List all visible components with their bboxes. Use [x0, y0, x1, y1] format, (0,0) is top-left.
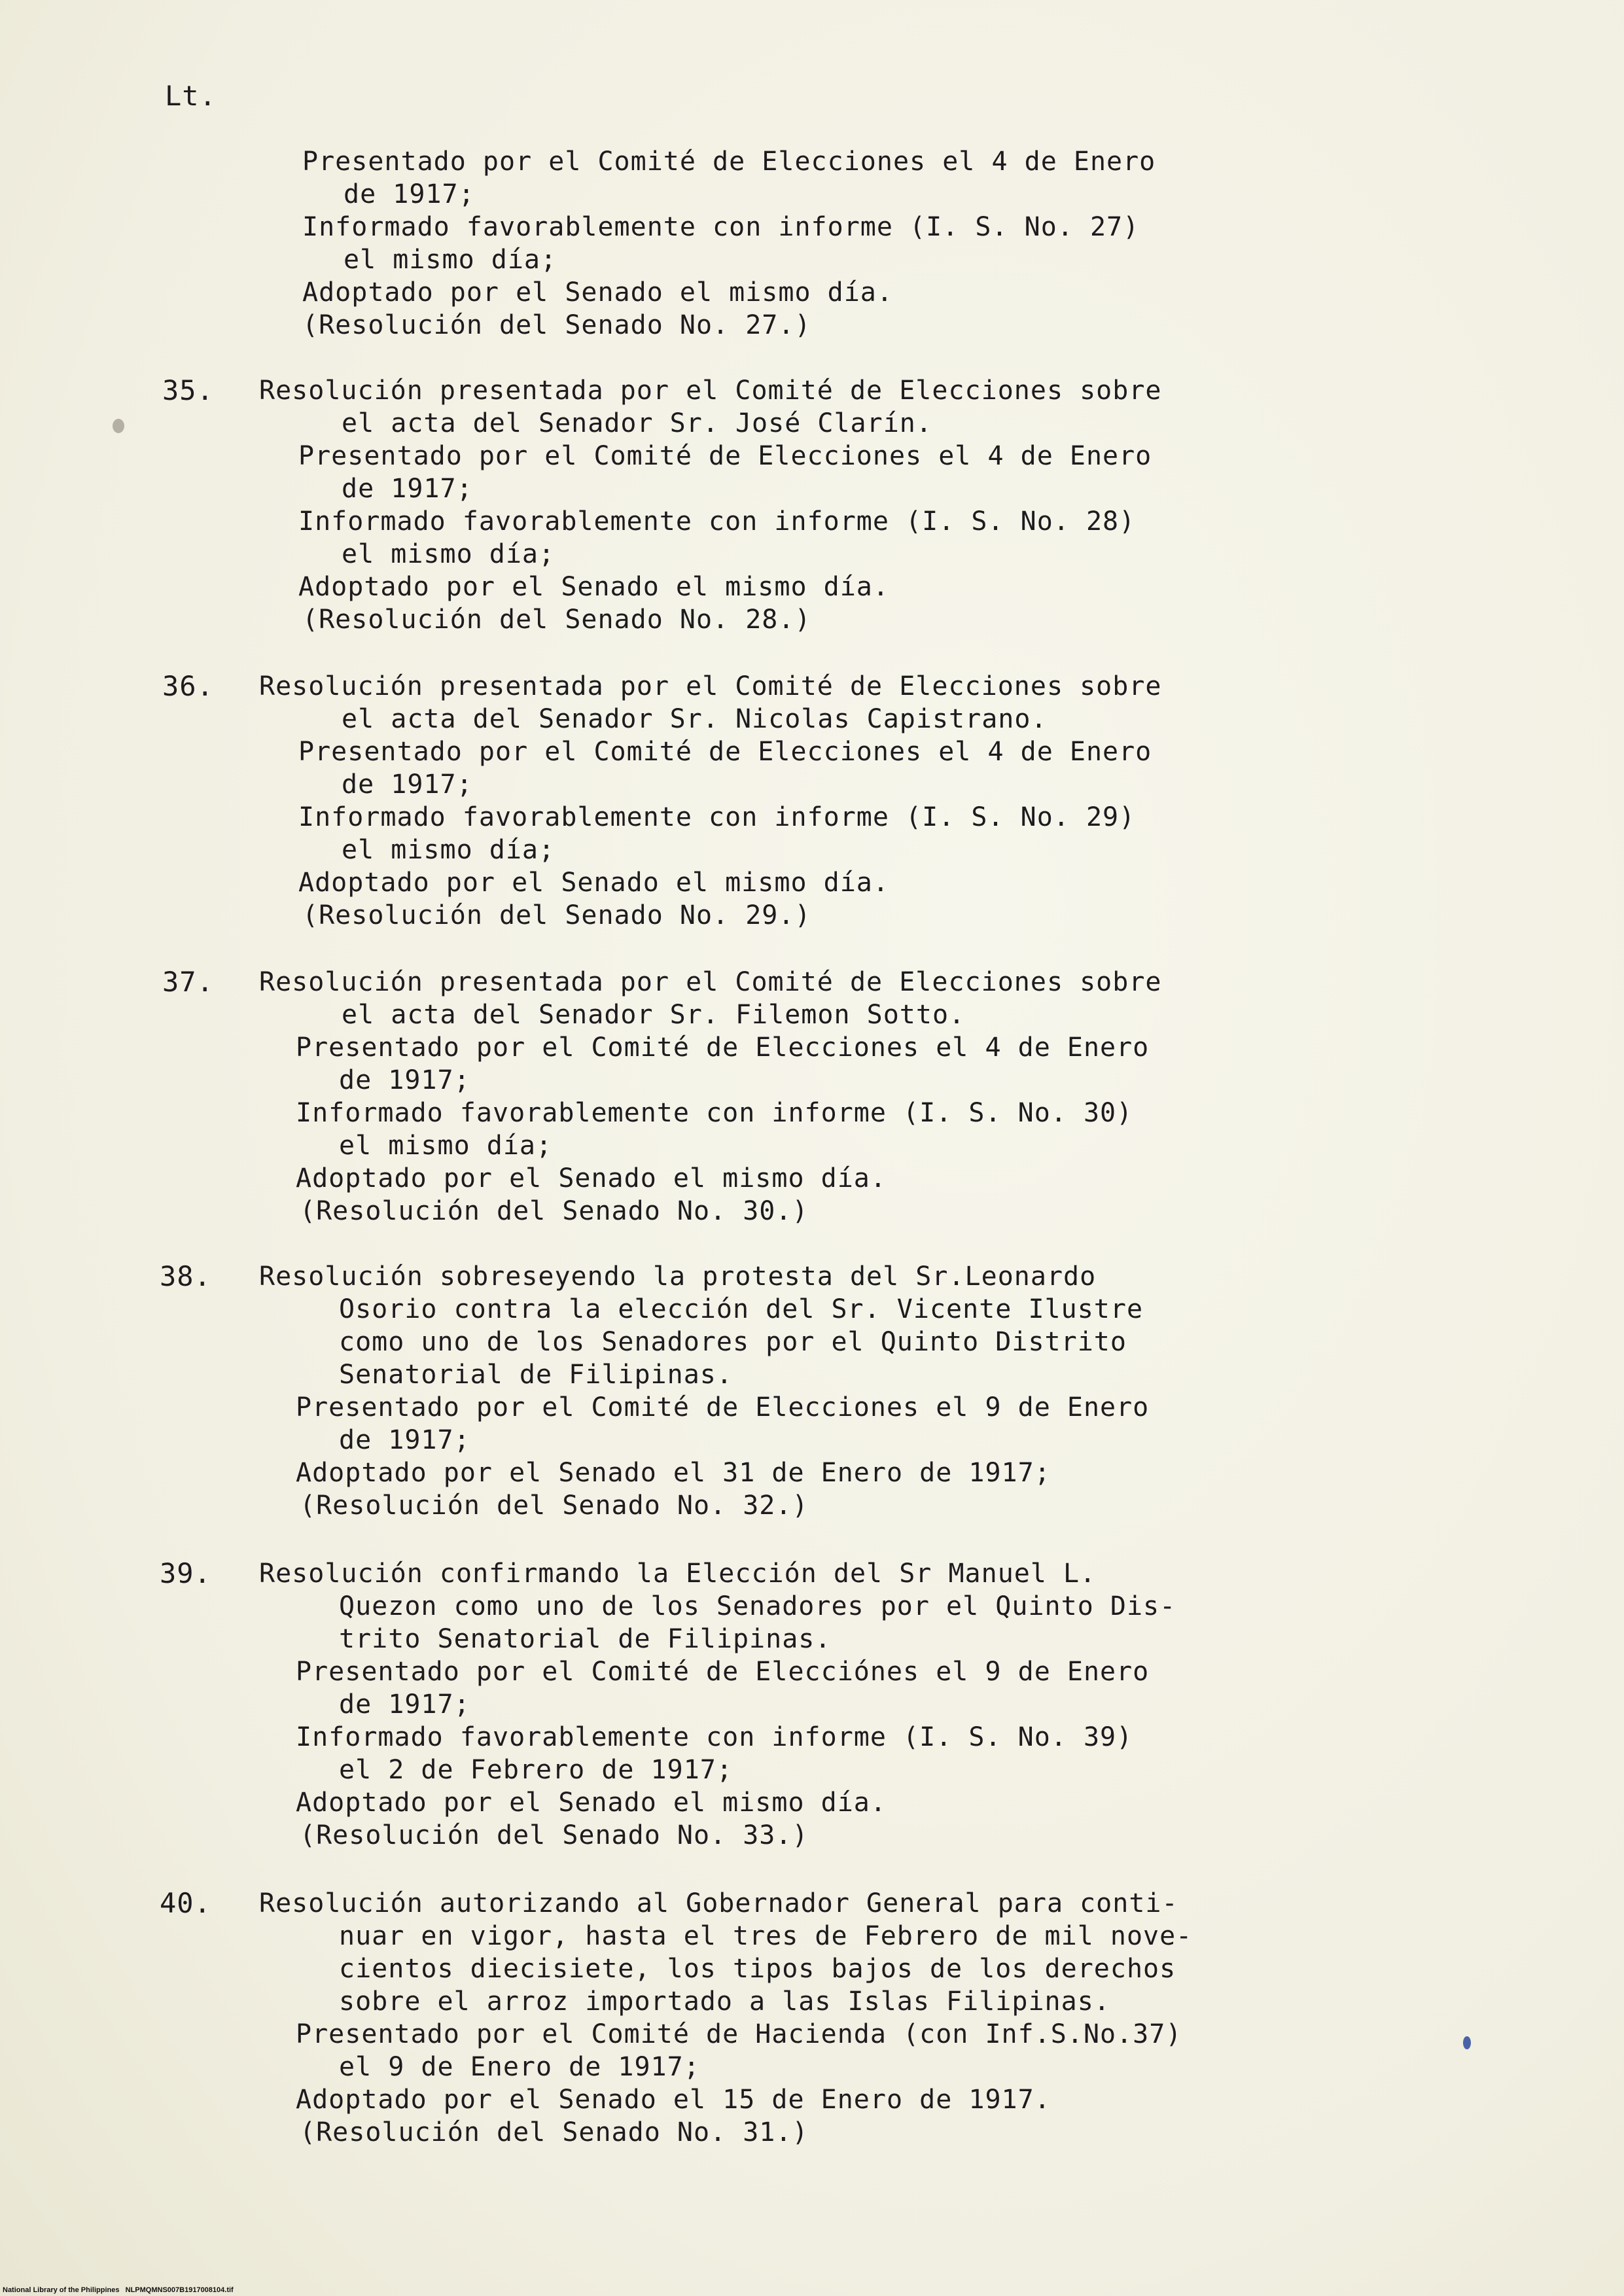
ink-spot	[113, 419, 124, 433]
intro-line: (Resolución del Senado No. 27.)	[302, 310, 811, 340]
entry-line: (Resolución del Senado No. 28.)	[302, 605, 811, 635]
entry-line: el acta del Senador Sr. Nicolas Capistrano.	[342, 704, 1048, 734]
archive-footer: National Library of the Philippines NLPMQMNS007B1917008104.tif	[3, 2286, 234, 2294]
entry-line: trito Senatorial de Filipinas.	[339, 1624, 832, 1654]
entry-line: Senatorial de Filipinas.	[339, 1360, 733, 1390]
entry-line: (Resolución del Senado No. 33.)	[300, 1820, 809, 1850]
entry-line: Informado favorablemente con informe (I. S. No. 39)	[296, 1722, 1133, 1752]
entry-line: Adoptado por el Senado el mismo día.	[298, 572, 889, 602]
header-code: Lt.	[165, 80, 217, 112]
entry-line: Adoptado por el Senado el mismo día.	[296, 1788, 887, 1818]
entry-line: el acta del Senador Sr. Filemon Sotto.	[342, 1000, 966, 1030]
entry-number: 36.	[162, 670, 214, 702]
entry-line: Resolución presentada por el Comité de Elecciones sobre	[259, 671, 1162, 701]
entry-line: Informado favorablemente con informe (I. S. No. 29)	[298, 802, 1136, 832]
entry-line: (Resolución del Senado No. 32.)	[300, 1491, 809, 1521]
entry-number: 40.	[160, 1887, 211, 1919]
entry-line: (Resolución del Senado No. 29.)	[302, 900, 811, 930]
entry-line: de 1917;	[339, 1065, 470, 1095]
entry-line: el 9 de Enero de 1917;	[339, 2052, 700, 2082]
entry-line: Adoptado por el Senado el 15 de Enero de 1917.	[296, 2085, 1051, 2115]
entry-line: Resolución presentada por el Comité de Elecciones sobre	[259, 967, 1162, 997]
entry-number: 37.	[162, 966, 214, 998]
entry-line: Informado favorablemente con informe (I. S. No. 30)	[296, 1098, 1133, 1128]
entry-line: Resolución presentada por el Comité de Elecciones sobre	[259, 376, 1162, 406]
entry-line: el mismo día;	[342, 539, 556, 569]
entry-line: Adoptado por el Senado el 31 de Enero de 1917;	[296, 1458, 1051, 1488]
entry-line: (Resolución del Senado No. 30.)	[300, 1196, 809, 1226]
intro-line: el mismo día;	[344, 245, 557, 275]
entry-line: de 1917;	[342, 474, 473, 504]
entry-line: Presentado por el Comité de Elecciones el 9 de Enero	[296, 1392, 1150, 1422]
entry-line: Presentado por el Comité de Elecciónes el 9 de Enero	[296, 1657, 1150, 1687]
intro-line: Presentado por el Comité de Elecciones el 4 de Enero	[302, 147, 1156, 177]
entry-line: el mismo día;	[342, 835, 556, 865]
entry-line: de 1917;	[339, 1689, 470, 1720]
entry-line: el 2 de Febrero de 1917;	[339, 1755, 733, 1785]
entry-line: Presentado por el Comité de Hacienda (con Inf.S.No.37)	[296, 2019, 1182, 2049]
entry-line: Adoptado por el Senado el mismo día.	[298, 868, 889, 898]
entry-line: Quezon como uno de los Senadores por el Quinto Dis-	[339, 1591, 1176, 1621]
entry-line: sobre el arroz importado a las Islas Filipinas.	[339, 1987, 1110, 2017]
entry-line: Osorio contra la elección del Sr. Vicente Ilustre	[339, 1294, 1144, 1324]
entry-line: nuar en vigor, hasta el tres de Febrero de mil nove-	[339, 1921, 1193, 1951]
entry-line: Presentado por el Comité de Elecciones el 4 de Enero	[298, 441, 1152, 471]
entry-line: el mismo día;	[339, 1131, 553, 1161]
entry-line: Resolución confirmando la Elección del Sr Manuel L.	[259, 1559, 1097, 1589]
intro-line: de 1917;	[344, 179, 475, 209]
entry-line: de 1917;	[342, 769, 473, 800]
intro-line: Informado favorablemente con informe (I. S. No. 27)	[302, 212, 1140, 242]
entry-line: (Resolución del Senado No. 31.)	[300, 2117, 809, 2147]
entry-line: como uno de los Senadores por el Quinto Distrito	[339, 1327, 1127, 1357]
entry-line: de 1917;	[339, 1425, 470, 1455]
entry-line: cientos diecisiete, los tipos bajos de los derechos	[339, 1954, 1176, 1984]
intro-line: Adoptado por el Senado el mismo día.	[302, 277, 893, 308]
ink-spot	[1463, 2036, 1471, 2049]
entry-number: 35.	[162, 374, 214, 406]
entry-line: Presentado por el Comité de Elecciones el 4 de Enero	[296, 1033, 1150, 1063]
entry-line: Informado favorablemente con informe (I. S. No. 28)	[298, 506, 1136, 537]
entry-line: Adoptado por el Senado el mismo día.	[296, 1163, 887, 1193]
entry-line: Resolución sobreseyendo la protesta del Sr.Leonardo	[259, 1262, 1097, 1292]
entry-number: 38.	[160, 1260, 211, 1292]
entry-number: 39.	[160, 1557, 211, 1589]
entry-line: Presentado por el Comité de Elecciones el 4 de Enero	[298, 737, 1152, 767]
entry-line: Resolución autorizando al Gobernador General para conti-	[259, 1888, 1178, 1918]
entry-line: el acta del Senador Sr. José Clarín.	[342, 408, 932, 438]
